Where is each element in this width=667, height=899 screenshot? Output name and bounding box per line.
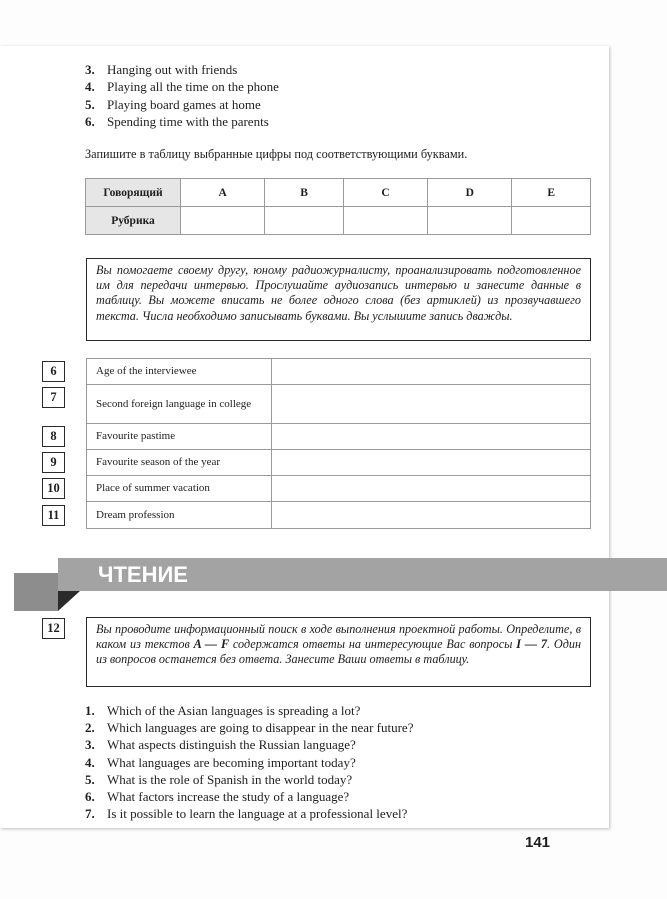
list-item: 5. What is the role of Spanish in the world today?	[85, 771, 353, 787]
answer-cell[interactable]	[265, 207, 344, 235]
row-header-rubric: Рубрика	[86, 207, 181, 235]
table-row	[87, 476, 591, 502]
task-number: 6	[42, 361, 65, 382]
row-label: Second foreign language in college	[87, 385, 272, 424]
task-number: 11	[42, 505, 65, 526]
list-item: 3. Hanging out with friends	[85, 62, 238, 77]
answer-cell[interactable]	[272, 476, 591, 502]
list-item: 4. What languages are becoming important today?	[85, 754, 356, 770]
row-label: Place of summer vacation	[87, 476, 272, 502]
task-number: 10	[42, 478, 65, 499]
answer-cell[interactable]	[272, 502, 591, 529]
list-item: 5. Playing board games at home	[85, 96, 261, 112]
column-header: E	[512, 179, 591, 207]
column-header: A	[181, 179, 265, 207]
banner-fold-shape	[58, 591, 80, 611]
answer-cell[interactable]	[272, 359, 591, 385]
table-row	[87, 385, 591, 424]
table-row	[87, 502, 591, 529]
answer-cell[interactable]	[272, 385, 591, 424]
section-banner-tab	[14, 573, 58, 611]
table-row	[87, 359, 591, 385]
list-item: 7. Is it possible to learn the language at a professional level?	[85, 806, 408, 822]
questions-list	[85, 702, 413, 822]
row-header-speaker: Говорящий	[86, 179, 181, 207]
column-header: D	[428, 179, 512, 207]
task-number: 7	[42, 387, 65, 408]
list-item: 3. What aspects distinguish the Russian language?	[85, 737, 356, 753]
table-row	[86, 179, 591, 207]
column-header: B	[265, 179, 344, 207]
task-number: 12	[42, 618, 65, 639]
answer-cell[interactable]	[181, 207, 265, 235]
answer-cell[interactable]	[428, 207, 512, 235]
options-list	[85, 61, 279, 131]
list-item: 6. Spending time with the parents	[85, 114, 269, 130]
answer-cell[interactable]	[343, 207, 427, 235]
list-item: 4. Playing all the time on the phone	[85, 79, 279, 95]
answer-cell[interactable]	[272, 450, 591, 476]
answer-cell[interactable]	[272, 424, 591, 450]
list-item: 6. What factors increase the study of a language?	[85, 788, 350, 804]
row-label: Age of the interviewee	[87, 359, 272, 385]
task-instructions-box: Вы помогаете своему другу, юному радиожурналисту, проанализировать подготовленное им для передачи интервью. Прослушайте аудиозапись интервью и занесите данные в таблицу. Вы можете вписать не более одного слова (без артиклей) из прозвучавшего текста. Числа необходимо записывать буквами. Вы услышите запись дважды.	[86, 258, 591, 341]
row-label: Favourite pastime	[87, 424, 272, 450]
list-item: 2. Which languages are going to disappear in the near future?	[85, 720, 414, 736]
column-header: C	[343, 179, 427, 207]
list-item: 1. Which of the Asian languages is spreading a lot?	[85, 703, 361, 718]
reading-task-box: Вы проводите информационный поиск в ходе выполнения проектной работы. Определите, в каком из текстов A — F содержатся ответы на интересующие Вас вопросы I — 7. Один из вопросов останется без ответа. Занесите Ваши ответы в таблицу.	[86, 617, 591, 687]
section-title: ЧТЕНИЕ	[98, 562, 188, 587]
table-row	[87, 424, 591, 450]
task-number: 9	[42, 452, 65, 473]
answer-table	[85, 178, 591, 235]
task-number: 8	[42, 426, 65, 447]
interview-table	[86, 358, 591, 529]
page-number: 141	[525, 834, 551, 851]
table-row	[86, 207, 591, 235]
row-label: Favourite season of the year	[87, 450, 272, 476]
table-row	[87, 450, 591, 476]
instruction-text: Запишите в таблицу выбранные цифры под соответствующими буквами.	[85, 147, 468, 161]
row-label: Dream profession	[87, 502, 272, 529]
answer-cell[interactable]	[512, 207, 591, 235]
